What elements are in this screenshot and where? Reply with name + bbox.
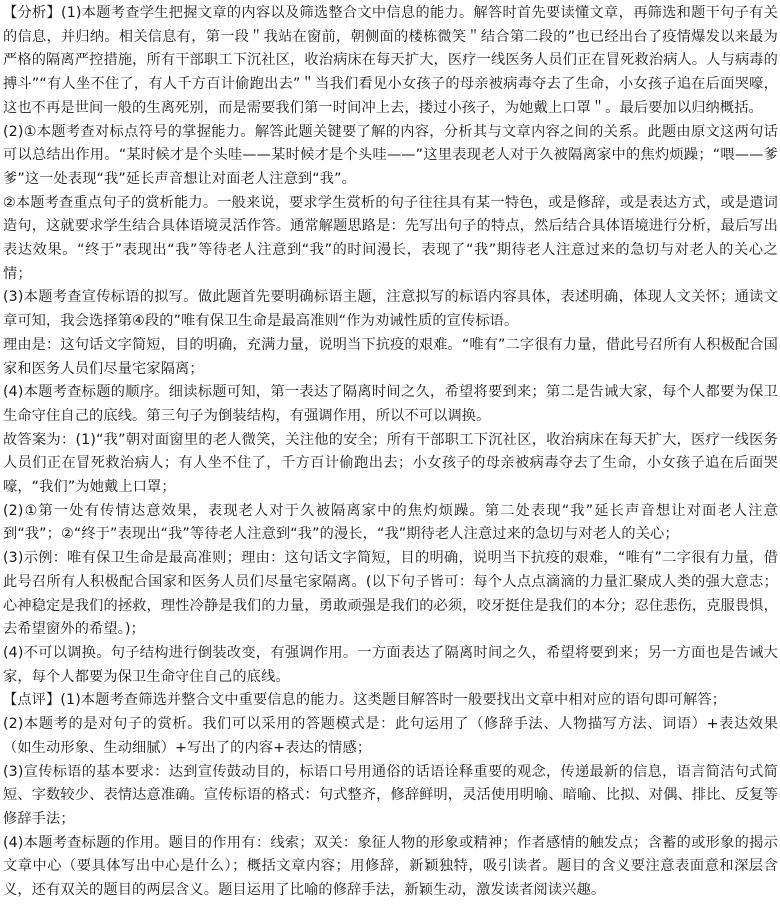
answer-q2-paragraph: (2)①第一处有传情达意效果，表现老人对于久被隔离家中的焦灼烦躁。第二处表现“我”延长声音想让对面老人注意到“我”；②“终于”表现出“我”等待老人注意到“我”的漫长，“我”期待老人注意过来的急切与对老人的关心； xyxy=(3,502,778,543)
commentary-q2-paragraph: (2)本题考的是对句子的赏析。我们可以采用的答题模式是：此句运用了（修辞手法、人物描写方法、词语）+表达效果（如生动形象、生动细腻）+写出了的内容+表达的情感； xyxy=(3,716,778,756)
analysis-intro-paragraph: 【分析】(1)本题考查学生把握文章的内容以及筛选整合文中信息的能力。解答时首先要读懂文章，再筛选和题干句子有关的信息，并归纳。相关信息有，第一段＂我站在窗前，朝侧面的楼栋微笑＂结合第二段的”也已经出台了疫情爆发以来最为严格的隔离严控措施，所有干部职工下沉社区，收治病床在每天扩大，医疗一线医务人员们正在冒死救治病人。人与病毒的搏斗”“有人坐不住了，有人千方百计偷跑出去”＂当我们看见小女孩子的母亲被病毒夺去了生命，小女孩子追在后面哭嚎，这也不再是世间一般的生离死别，而是需要我们第一时间冲上去，搂过小孩子，为她戴上口罩＂。最后要加以归纳概括。 xyxy=(3,5,778,116)
answer-q3-paragraph: (3)示例：唯有保卫生命是最高准则；理由：这句话文字简短，目的明确，说明当下抗疫的艰难，“唯有”二字很有力量，借此号召所有人积极配合国家和医务人员们尽量宅家隔离。(以下句子皆可：每个人点点滴滴的力量汇聚成人类的强大意志；心神稳定是我们的拯救，理性冷静是我们的力量，勇敢顽强是我们的必须，咬牙挺住是我们的本分；忍住悲伤，克服畏惧，去希望窗外的希望。)； xyxy=(3,550,778,638)
analysis-q2-punctuation-paragraph: (2)①本题考查对标点符号的掌握能力。解答此题关键要了解的内容，分析其与文章内容之间的关系。此题由原文这两句话可以总结出作用。“某时候才是个头哇——某时候才是个头哇——”这里表现老人对于久被隔离家中的焦灼烦躁；“喂——爹爹”这一处表现“我”延长声音想让对面老人注意到“我”。 xyxy=(3,123,778,187)
commentary-q4-paragraph: (4)本题考查标题的作用。题目的作用有：线索；双关：象征人物的形象或精神；作者感情的触发点；含蓄的或形象的揭示文章中心（要具体写出中心是什么）；概括文章内容；用修辞，新颖独特，吸引读者。题目的含义要注意表面意和深层含义，还有双关的题目的两层含义。题目运用了比喻的修辞手法，新颖生动，激发读者阅读兴趣。 xyxy=(3,834,778,899)
analysis-q3-reason-paragraph: 理由是：这句话文字简短，目的明确，充满力量，说明当下抗疫的艰难。“唯有”二字很有力量，借此号召所有人积极配合国家和医务人员们尽量宅家隔离； xyxy=(3,336,778,377)
commentary-q1-paragraph: 【点评】(1)本题考查筛选并整合文中重要信息的能力。这类题目解答时一般要找出文章中相对应的语句即可解答； xyxy=(3,692,727,709)
analysis-q2-sentence-paragraph: ②本题考查重点句子的赏析能力。一般来说，要求学生赏析的句子往往具有某一特色，或是修辞，或是表达方式，或是遣词造句，这就要求学生结合具体语境灵活作答。通常解题思路是：先写出句子的特点，然后结合具体语境进行分析，最后写出表达效果。“终于”表现出“我”等待老人注意到“我”的时间漫长，表现了“我”期待老人注意过来的急切与对老人的关心之情； xyxy=(3,194,778,282)
analysis-section xyxy=(3,2,778,689)
analysis-q4-title-paragraph: (4)本题考查标题的顺序。细读标题可知，第一表达了隔离时间之久，希望将要到来；第二是告诫大家，每个人都要为保卫生命守住自己的底线。第三句子为倒装结构，有强调作用，所以不可以调换。 xyxy=(3,384,778,424)
analysis-q3-slogan-paragraph: (3)本题考查宣传标语的拟写。做此题首先要明确标语主题，注意拟写的标语内容具体，表述明确，体现人文关怀；通读文章可知，我会选择第④段的”唯有保卫生命是最高准则“作为劝诫性质的宣传标语。 xyxy=(3,289,778,330)
commentary-section xyxy=(3,689,778,902)
answer-q4-paragraph: (4)不可以调换。句子结构进行倒装改变，有强调作用。一方面表达了隔离时间之久，希望将要到来；另一方面也是告诫大家，每个人都要为保卫生命守住自己的底线。 xyxy=(3,644,778,685)
answer-q1-paragraph: 故答案为：(1)“我”朝对面窗里的老人微笑，关注他的安全；所有干部职工下沉社区，收治病床在每天扩大，医疗一线医务人员们正在冒死救治病人；有人坐不住了，千方百计偷跑出去；小女孩子的母亲被病毒夺去了生命，小女孩子追在后面哭嚎，“我们”为她戴上口罩； xyxy=(3,431,778,496)
commentary-q3-paragraph: (3)宣传标语的基本要求：达到宣传鼓动目的，标语口号用通俗的话语诠释重要的观念，传递最新的信息，语言简洁句式简短、字数较少、表情达意准确。宣传标语的格式：句式整齐，修辞鲜明，灵活使用明喻、暗喻、比拟、对偶、排比、反复等修辞手法； xyxy=(3,763,778,827)
